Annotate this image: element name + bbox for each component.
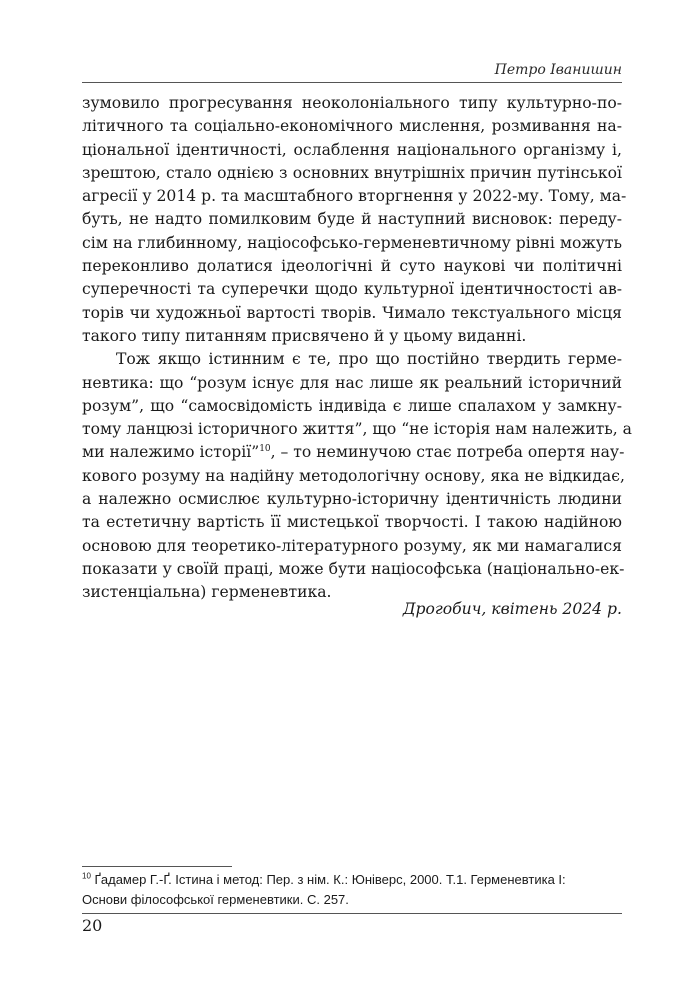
footnote-number: 10 bbox=[82, 871, 91, 881]
text-line: тому ланцюзі історичного життя”, що “не історія нам належить, а bbox=[82, 420, 632, 439]
footnote bbox=[82, 870, 622, 910]
text-line: основою для теоретико-літературного розуму, як ми намагалися bbox=[82, 536, 622, 555]
text-line: зумовило прогресування неоколоніального типу культурно-по- bbox=[82, 94, 622, 112]
footnote-rule bbox=[82, 866, 232, 867]
text-segment: ми належимо історії” bbox=[82, 443, 260, 462]
text-segment: , – то неминучою стає потреба опертя нау- bbox=[270, 443, 625, 462]
body-text bbox=[82, 92, 632, 605]
text-line: а належно осмислює культурно-історичну ідентичність людини bbox=[82, 490, 622, 509]
running-head: Петро Іванишин bbox=[494, 62, 622, 78]
text-line: зистенціальна) герменевтика. bbox=[82, 583, 332, 602]
footnote-text: Ґадамер Г.-Ґ. Істина і метод: Пер. з нім. К.: Юніверс, 2000. Т.1. Герменевтика І: bbox=[90, 872, 566, 887]
text-line: розум”, що “самосвідомість індивіда є лише спалахом у замкну- bbox=[82, 396, 622, 415]
text-line: показати у своїй праці, може бути націософська (національно-ек- bbox=[82, 559, 625, 578]
text-line: кового розуму на надійну методологічну основу, яка не відкидає, bbox=[82, 466, 625, 485]
header-rule bbox=[82, 82, 622, 83]
text-line: невтика: що “розум існує для нас лише як реальний історичний bbox=[82, 373, 622, 392]
text-line-with-footnote-ref bbox=[82, 441, 625, 464]
text-line: переконливо долатися ідеологічні й суто наукові чи політичні bbox=[82, 257, 622, 276]
text-line: торів чи художньої вартості творів. Чимало текстуального місця bbox=[82, 303, 622, 322]
text-line: сім на глибинному, націософсько-герменевтичному рівні можуть bbox=[82, 233, 622, 252]
text-line: ціональної ідентичності, ослаблення національного організму і, bbox=[82, 140, 622, 159]
footnote-reference[interactable]: 10 bbox=[259, 444, 271, 455]
footnote-line bbox=[82, 870, 622, 890]
signature-place-date: Дрогобич, квітень 2024 р. bbox=[402, 600, 622, 618]
text-line: літичного та соціально-економічного мислення, розмивання на- bbox=[82, 117, 622, 136]
text-line: та естетичну вартість її мистецької творчості. І такою надійною bbox=[82, 513, 622, 532]
text-line: буть, не надто помилковим буде й наступний висновок: переду- bbox=[82, 210, 622, 229]
footer-rule bbox=[82, 913, 622, 914]
text-line: суперечності та суперечки щодо культурної ідентичностості ав- bbox=[82, 280, 622, 299]
page-number: 20 bbox=[82, 916, 103, 935]
text-line: Тож якщо істинним є те, про що постійно твердить герме- bbox=[116, 350, 622, 369]
text-line: агресії у 2014 р. та масштабного вторгнення у 2022-му. Тому, ма- bbox=[82, 187, 627, 206]
text-line: такого типу питанням присвячено й у цьому виданні. bbox=[82, 326, 527, 345]
footnote-line: Основи філософської герменевтики. С. 257. bbox=[82, 892, 349, 907]
text-line: зрештою, стало однією з основних внутрішніх причин путінської bbox=[82, 163, 622, 182]
